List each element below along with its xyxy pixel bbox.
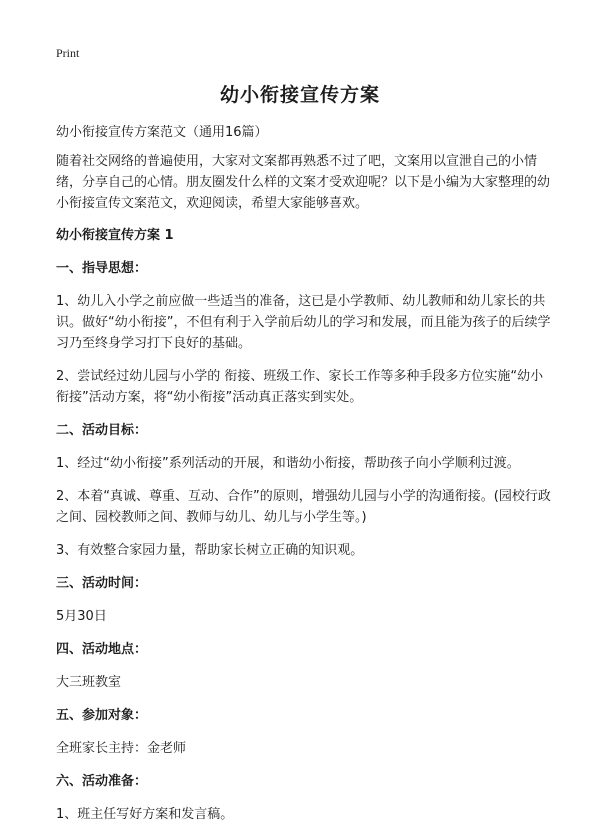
- section-heading-participants: 五、参加对象：: [56, 708, 148, 723]
- intro-paragraph: 随着社交网络的普遍使用，大家对文案都再熟悉不过了吧，文案用以宣泄自己的小情绪，分享自己的心情。朋友圈发什么样的文案才受欢迎呢？以下是小编为大家整理的幼小衔接宣传文案范文，欢迎阅读，希望大家能够喜欢。: [56, 154, 551, 211]
- paragraph: 1、班主任写好方案和发言稿。: [56, 807, 234, 822]
- paragraph: 5月30日: [56, 609, 107, 624]
- paragraph: 2、本着“真诚、尊重、互动、合作”的原则，增强幼儿园与小学的沟通衔接。(园校行政之间、园校教师之间、教师与幼儿、幼儿与小学生等。): [56, 489, 551, 525]
- paragraph: 1、经过“幼小衔接”系列活动的开展，和谐幼小衔接，帮助孩子向小学顺利过渡。: [56, 456, 520, 471]
- document-subtitle: 幼小衔接宣传方案范文（通用16篇）: [56, 125, 268, 140]
- paragraph: 2、尝试经过幼儿园与小学的 衔接、班级工作、家长工作等多种手段多方位实施“幼小衔接”活动方案，将“幼小衔接”活动真正落实到实处。: [56, 369, 544, 405]
- paragraph: 1、幼儿入小学之前应做一些适当的准备，这已是小学教师、幼儿教师和幼儿家长的共识。做好“幼小衔接”，不但有利于入学前后幼儿的学习和发展，而且能为孩子的后续学习乃至终身学习打下良好的基础。: [56, 294, 551, 351]
- paragraph: 大三班教室: [56, 675, 122, 690]
- document-body: [56, 122, 556, 837]
- page-title: 幼小衔接宣传方案: [219, 84, 380, 106]
- section-heading-goals: 二、活动目标：: [56, 423, 148, 438]
- section-heading-preparation: 六、活动准备：: [56, 774, 148, 789]
- paragraph: 3、有效整合家园力量，帮助家长树立正确的知识观。: [56, 543, 364, 558]
- section-heading-time: 三、活动时间：: [56, 576, 148, 591]
- print-link[interactable]: Print: [56, 46, 80, 60]
- paragraph: 全班家长主持：金老师: [56, 741, 187, 756]
- article-heading: 幼小衔接宣传方案 1: [56, 228, 174, 243]
- section-heading-location: 四、活动地点：: [56, 642, 148, 657]
- section-heading-guiding-ideology: 一、指导思想：: [56, 261, 148, 276]
